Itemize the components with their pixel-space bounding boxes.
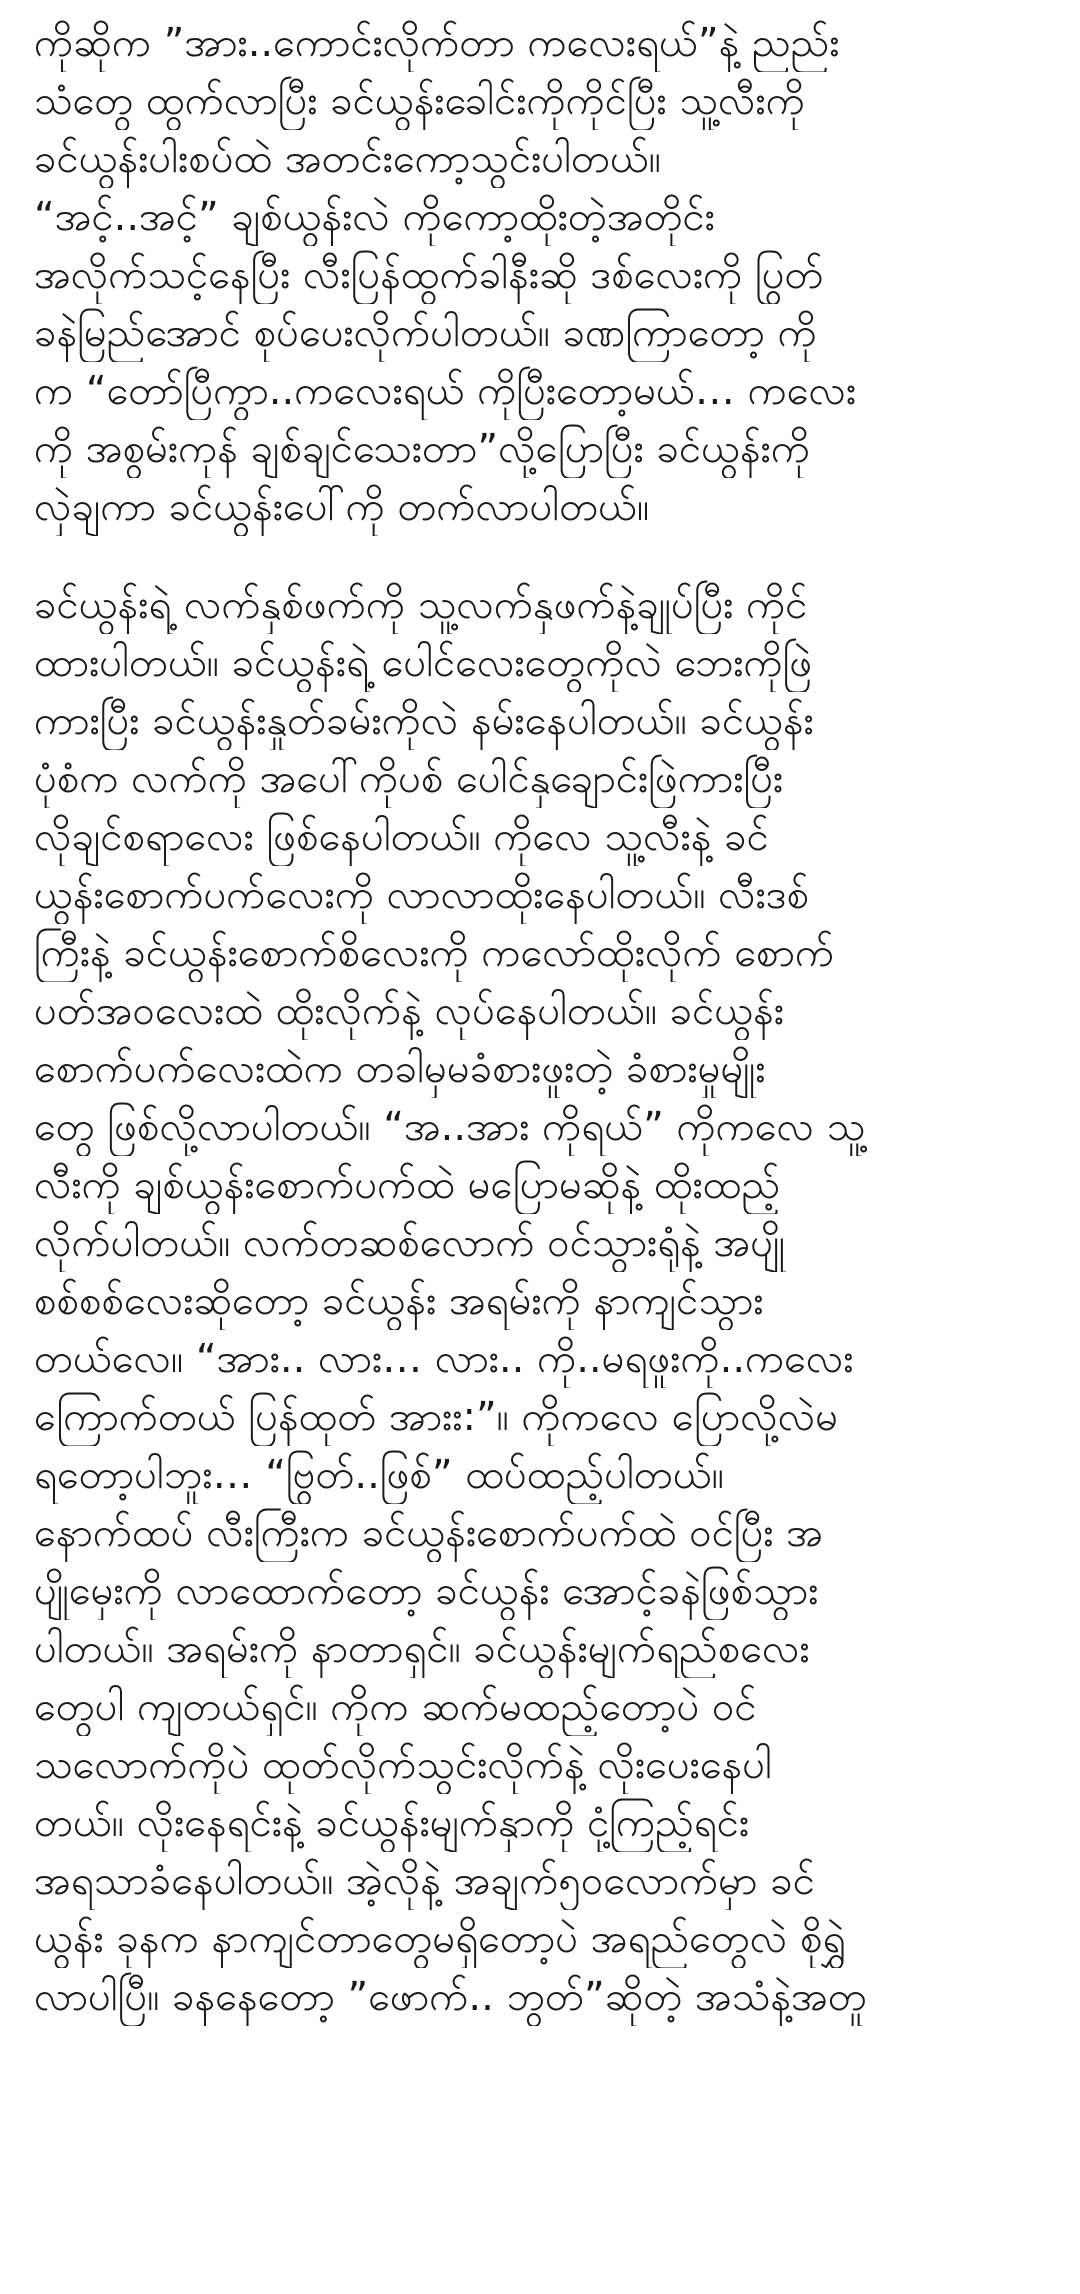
text-line: သံတွေ ထွက်လာပြီး ခင်ယွန်းခေါင်းကိုကိုင်ပြီး သူ့လီးကို xyxy=(34,78,805,124)
text-line: ယွန်းစောက်ပက်လေးကို လာလာထိုးနေပါတယ်။ လီးဒစ် xyxy=(34,872,810,918)
text-line: ရတော့ပါဘူး… “ဗြွတ်..ဖြစ်” ထပ်ထည့်ပါတယ်။ xyxy=(34,1452,724,1498)
text-line: ပတ်အဝလေးထဲ ထိုးလိုက်နဲ့ လုပ်နေပါတယ်။ ခင်ယွန်း xyxy=(34,988,785,1034)
text-line: ခင်ယွန်းရဲ့ လက်နှစ်ဖက်ကို သူ့လက်နှဖက်နဲ့ချုပ်ပြီး ကိုင် xyxy=(34,582,808,628)
text-line: က “တော်ပြီကွာ..ကလေးရယ် ကိုပြီးတော့မယ်… ကလေး xyxy=(34,368,857,414)
text-line: ခနဲမြည်အောင် စုပ်ပေးလိုက်ပါတယ်။ ခဏကြာတော့ ကို xyxy=(34,310,817,356)
text-line: တွေ ဖြစ်လို့လာပါတယ်။ “အ..အား ကိုရယ်” ကိုကလေ သူ့ xyxy=(34,1104,866,1150)
text-line: ပါတယ်။ အရမ်းကို နာတာရှင်။ ခင်ယွန်းမျက်ရည်စလေး xyxy=(34,1626,810,1672)
text-line: ကိုဆိုက ”အား..ကောင်းလိုက်တာ ကလေးရယ်”နဲ့ ညည်း xyxy=(34,20,840,66)
text-line: လီးကို ချစ်ယွန်းစောက်ပက်ထဲ မပြောမဆိုနဲ့ ထိုးထည့် xyxy=(34,1162,781,1208)
text-line: သလောက်ကိုပဲ ထုတ်လိုက်သွင်းလိုက်နဲ့ လိုးပေးနေပါ xyxy=(34,1742,772,1788)
paragraph-1 xyxy=(34,14,1046,536)
text-line: လိုက်ပါတယ်။ လက်တဆစ်လောက် ဝင်သွားရုံနဲ့ အပျို xyxy=(34,1220,786,1266)
paragraph-2 xyxy=(34,576,1046,2026)
text-line: အလိုက်သင့်နေပြီး လီးပြန်ထွက်ခါနီးဆို ဒစ်လေးကို ပြွတ် xyxy=(34,252,824,298)
text-line: နောက်ထပ် လီးကြီးက ခင်ယွန်းစောက်ပက်ထဲ ဝင်ပြီး အ xyxy=(34,1510,824,1556)
text-line: ကို အစွမ်းကုန် ချစ်ချင်သေးတာ”လို့ပြောပြီး ခင်ယွန်းကို xyxy=(34,426,810,472)
text-line: စစ်စစ်လေးဆိုတော့ ခင်ယွန်း အရမ်းကို နာကျင်သွား xyxy=(34,1278,764,1324)
text-line: အရသာခံနေပါတယ်။ အဲ့လိုနဲ့ အချက်၅၀လောက်မှာ ခင် xyxy=(34,1858,815,1904)
text-line: တွေပါ ကျတယ်ရှင်။ ကိုက ဆက်မထည့်တော့ပဲ ဝင် xyxy=(34,1684,757,1730)
text-line: စောက်ပက်လေးထဲက တခါမှမခံစားဖူးတဲ့ ခံစားမှုမျိုး xyxy=(34,1046,766,1092)
text-line: ထားပါတယ်။ ခင်ယွန်းရဲ့ ပေါင်လေးတွေကိုလဲ ဘေးကိုဖြဲ xyxy=(34,640,813,686)
text-line: ပုံစံက လက်ကို အပေါ်ကိုပစ် ပေါင်နှချောင်းဖြဲကားပြီး xyxy=(34,756,784,802)
text-line: ကားပြီး ခင်ယွန်းနှုတ်ခမ်းကိုလဲ နမ်းနေပါတယ်။ ခင်ယွန်း xyxy=(34,698,814,744)
text-line: “အင့်..အင့်” ချစ်ယွန်းလဲ ကိုကော့ထိုးတဲ့အတိုင်း xyxy=(34,194,715,240)
text-line: ယွန်း ခုနက နာကျင်တာတွေမရှိတော့ပဲ အရည်တွေလဲ စိုရွှဲ xyxy=(34,1916,846,1962)
text-line: ပျိုမှေးကို လာထောက်တော့ ခင်ယွန်း အောင့်ခနဲဖြစ်သွား xyxy=(34,1568,819,1614)
text-line: တယ်။ လိုးနေရင်းနဲ့ ခင်ယွန်းမျက်နှာကို ငုံ့ကြည့်ရင်း xyxy=(34,1800,750,1846)
text-line: လာပါပြီ။ ခနနေတော့ ”ဖောက်.. ဘွတ်”ဆိုတဲ့ အသံနဲ့အတူ xyxy=(34,1974,867,2020)
text-line: ကြီးနဲ့ ခင်ယွန်းစောက်စိလေးကို ကလော်ထိုးလိုက် စောက် xyxy=(34,930,835,976)
text-line: လှဲချကာ ခင်ယွန်းပေါ်ကို တက်လာပါတယ်။ xyxy=(34,484,650,530)
text-line: ကြောက်တယ် ပြန်ထုတ် အားး:”။ ကိုကလေ ပြောလို့လဲမ xyxy=(34,1394,839,1440)
text-line: ခင်ယွန်းပါးစပ်ထဲ အတင်းကော့သွင်းပါတယ်။ xyxy=(34,136,661,182)
text-line: တယ်လေ။ “အား.. လား… လား.. ကို..မရဖူးကို..ကလေး xyxy=(34,1336,854,1382)
text-line: လိုချင်စရာလေး ဖြစ်နေပါတယ်။ ကိုလေ သူ့လီးနဲ့ ခင် xyxy=(34,814,769,860)
